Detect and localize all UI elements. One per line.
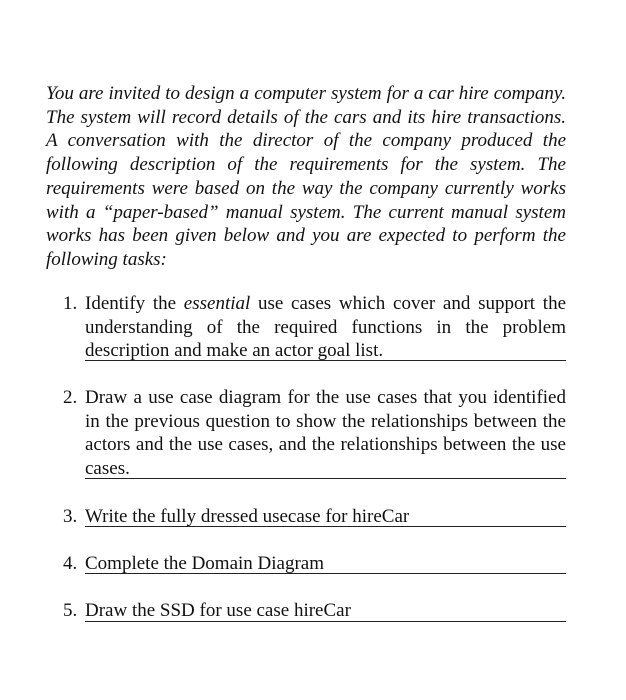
task-text [85,292,566,363]
task-text: Complete the Domain Diagram [85,553,325,574]
task-item-5 [63,599,566,623]
task-item-1 [63,292,566,363]
task-text-start: Identify the [85,293,184,314]
task-item-3 [63,505,566,529]
emphasis-text: essential [183,293,251,314]
task-item-4 [63,552,566,576]
intro-paragraph: You are invited to design a computer system for a car hire company. The system will record details of the cars and its hire transactions. A conversation with the director of the company produced the following description of the requirements for the system. The requirements were based on the way the company currently works with a “paper-based” manual system. The current manual system works has been given below and you are expected to perform the following tasks: [46,83,566,270]
task-text: Draw a use case diagram for the use cases that you identified in the previous question to show the relationships between the actors and the use cases, and the relationships between the use cases. [85,387,566,479]
task-text: Draw the SSD for use case hireCar [85,600,351,621]
answer-line [85,621,566,622]
task-item-2 [63,386,566,480]
task-number: 5. [63,600,78,621]
answer-line [85,573,566,574]
task-text-end: use cases which cover and support the understanding of the required functions in the problem description and make an actor goal list. [85,293,567,361]
task-number: 1. [63,293,78,314]
task-text: Write the fully dressed usecase for hireCar [85,506,410,527]
task-number: 4. [63,553,78,574]
task-number: 2. [63,387,78,408]
answer-line [85,526,566,527]
answer-line [85,478,566,479]
task-number: 3. [63,506,78,527]
answer-line [85,360,566,361]
